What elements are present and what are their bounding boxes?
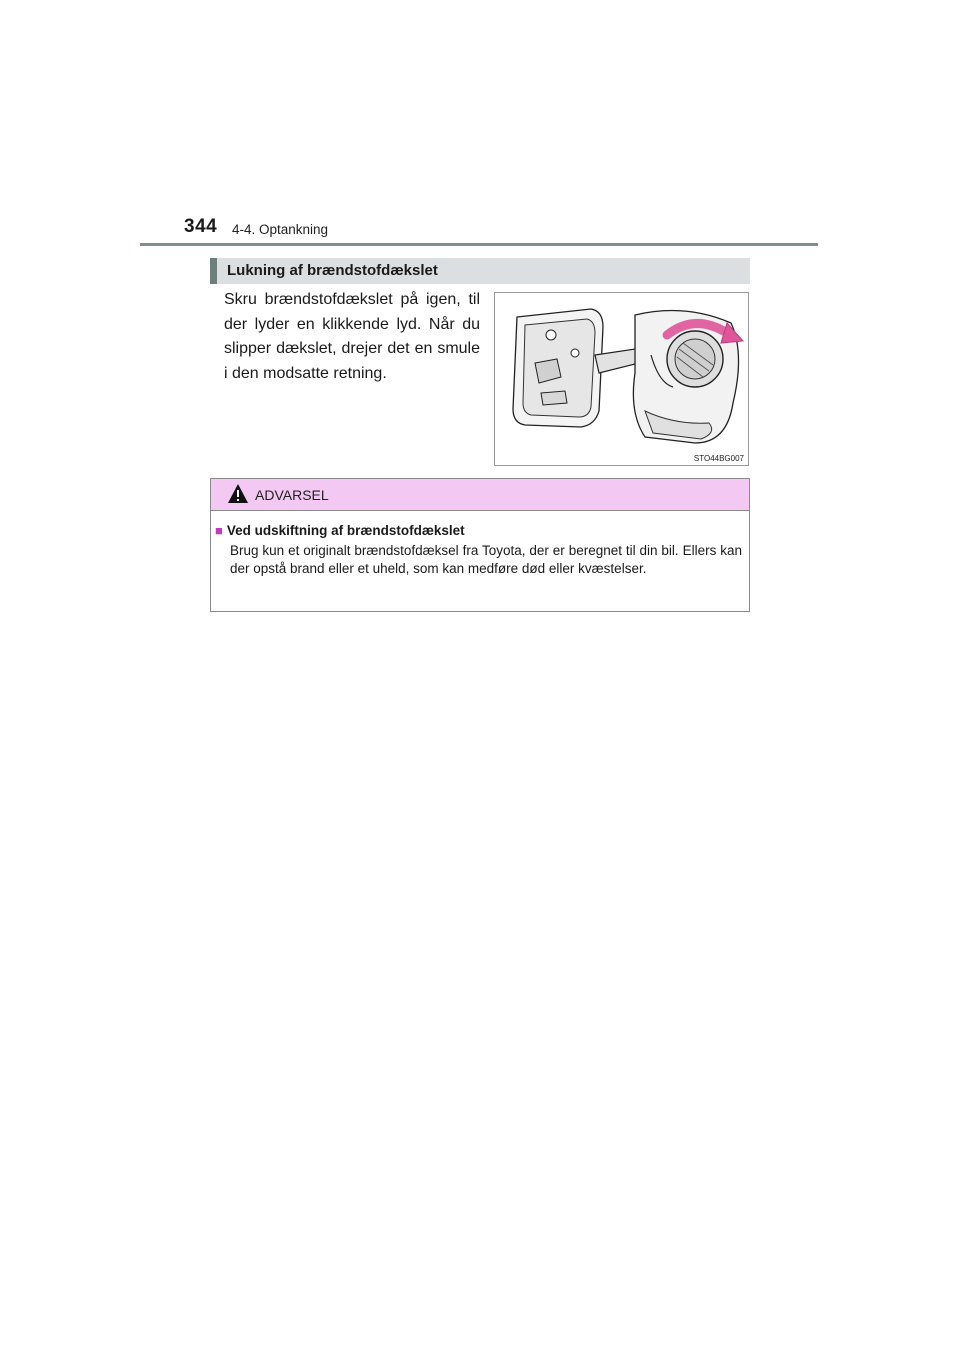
square-bullet-icon: ■ [215,523,223,538]
warning-title [215,523,465,538]
header-divider [140,243,818,246]
fuel-cap-illustration [495,293,750,467]
section-heading: Lukning af brændstofdækslet [210,258,750,284]
body-text: Skru brændstofdækslet på igen, til der lyder en klikkende lyd. Når du slipper dækslet, drejer det en smule i den modsatte retning. [224,291,480,382]
warning-text: Brug kun et originalt brændstofdæksel fra Toyota, der er beregnet til din bil. Ellers kan der opstå brand eller et uheld, som kan medføre død eller kvæstelser. [230,543,742,576]
page-number: 344 [184,216,218,237]
chapter-title: 4-4. Optankning [232,222,329,237]
fuel-cap-figure [494,292,749,466]
warning-label: ADVARSEL [255,487,329,503]
warning-title-text: Ved udskiftning af brændstofdækslet [226,523,465,538]
warning-box [210,478,750,612]
warning-triangle-icon [227,483,249,504]
warning-header [211,479,749,511]
figure-code: STO44BG007 [693,454,744,463]
